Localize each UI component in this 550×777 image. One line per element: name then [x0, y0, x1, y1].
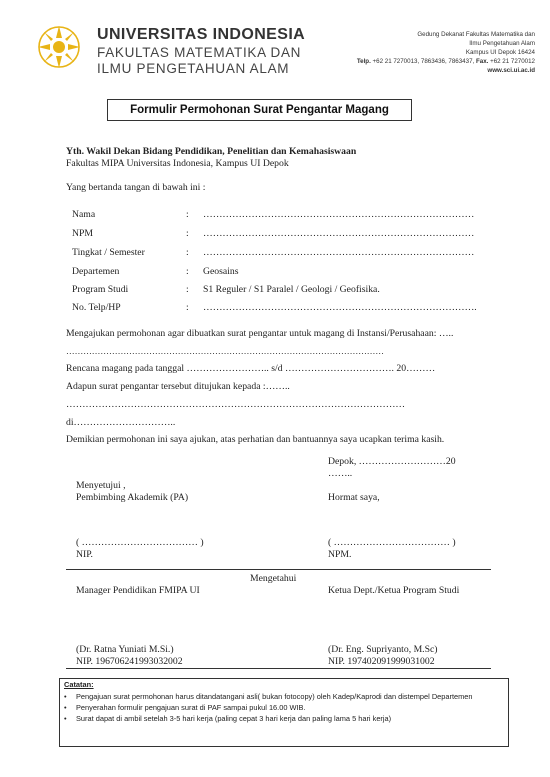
manager-title: Manager Pendidikan FMIPA UI	[76, 585, 200, 596]
field-label-departemen: Departemen	[72, 266, 120, 277]
advisor-id: NIP.	[76, 549, 93, 560]
field-value-nama[interactable]: …………………………………………………………………………	[203, 209, 475, 220]
bullet-icon: •	[64, 692, 67, 701]
manager-name: (Dr. Ratna Yuniati M.Si.)	[76, 644, 174, 655]
field-colon: :	[186, 284, 189, 295]
address-line: Gedung Dekanat Fakultas Matematika dan	[417, 31, 535, 38]
faculty-name-line2: ILMU PENGETAHUAN ALAM	[97, 61, 290, 76]
fax-label: Fax.	[475, 58, 489, 65]
field-label-semester: Tingkat / Semester	[72, 247, 145, 258]
field-value-npm[interactable]: …………………………………………………………………………	[203, 228, 475, 239]
phone-number: +62 21 7270013, 7863436, 7863437,	[372, 58, 475, 65]
field-value-phone[interactable]: ………………………………………………………………………….	[203, 302, 477, 313]
website: www.sci.ui.ac.id	[487, 67, 535, 74]
head-title: Ketua Dept./Ketua Program Studi	[328, 585, 460, 596]
address-line: Kampus UI Depok 16424	[465, 49, 535, 56]
field-label-program-studi: Program Studi	[72, 284, 129, 295]
address-line: Ilmu Pengetahuan Alam	[469, 40, 535, 47]
note-text: Pengajuan surat permohonan harus ditandatangani asli( bukan fotocopy) oleh Kadep/Kaprodi dan distempel Departemen	[76, 692, 473, 701]
note-text: Penyerahan formulir pengajuan surat di PAF sampai pukul 16.00 WIB.	[76, 703, 306, 712]
field-colon: :	[186, 302, 189, 313]
field-colon: :	[186, 247, 189, 258]
bullet-icon: •	[64, 703, 67, 712]
field-colon: :	[186, 228, 189, 239]
note-text: Surat dapat di ambil setelah 3-5 hari kerja (paling cepat 3 hari kerja dan paling lama 5 hari kerja)	[76, 714, 392, 723]
respect-label: Hormat saya,	[328, 492, 380, 503]
bullet-icon: •	[64, 714, 67, 723]
request-text: Mengajukan permohonan agar dibuatkan surat pengantar untuk magang di Instansi/Perusahaan: …..	[66, 328, 454, 339]
recipient-line2: Fakultas MIPA Universitas Indonesia, Kampus UI Depok	[66, 158, 289, 169]
field-colon: :	[186, 266, 189, 277]
head-id: NIP. 197402091999031002	[328, 656, 435, 667]
notes-title: Catatan:	[64, 680, 94, 689]
approve-label: Menyetujui ,	[76, 480, 126, 491]
request-text-cont[interactable]: …………………………………………………………………………………………………	[66, 346, 384, 356]
place-date[interactable]: Depok, ………………………20	[328, 456, 456, 467]
field-label-phone: No. Telp/HP	[72, 302, 121, 313]
contact-line	[357, 57, 535, 66]
note-item	[64, 703, 306, 712]
faculty-name-line1: FAKULTAS MATEMATIKA DAN	[97, 45, 302, 60]
head-name: (Dr. Eng. Supriyanto, M.Sc)	[328, 644, 438, 655]
form-title: Formulir Permohonan Surat Pengantar Magang	[107, 99, 412, 121]
field-value-departemen: Geosains	[203, 266, 239, 277]
known-label: Mengetahui	[250, 573, 297, 584]
field-colon: :	[186, 209, 189, 220]
addressed-to-text[interactable]: Adapun surat pengantar tersebut ditujukan kepada :……..	[66, 381, 290, 392]
field-value-semester[interactable]: …………………………………………………………………………	[203, 247, 475, 258]
note-item	[64, 692, 473, 701]
advisor-title: Pembimbing Akademik (PA)	[76, 492, 189, 503]
period-text[interactable]: Rencana magang pada tanggal …………………….. s/d ……………………………. 20………	[66, 363, 436, 374]
divider	[66, 668, 491, 669]
advisor-name[interactable]: ( ……………………………… )	[76, 537, 204, 548]
addressed-to-cont[interactable]: ……………………………………………………………………………………………	[66, 399, 406, 410]
manager-id: NIP. 196706241993032002	[76, 656, 183, 667]
field-label-nama: Nama	[72, 209, 96, 220]
phone-label: Telp.	[356, 58, 371, 65]
field-label-npm: NPM	[72, 228, 93, 239]
intro-text: Yang bertanda tangan di bawah ini :	[66, 182, 206, 193]
note-item	[64, 714, 391, 723]
closing-text: Demikian permohonan ini saya ajukan, atas perhatian dan bantuannya saya ucapkan terima kasih.	[66, 434, 445, 445]
location-text[interactable]: di…………………………..	[66, 417, 176, 428]
notes-box	[59, 678, 509, 747]
university-logo-icon	[36, 24, 82, 70]
student-id: NPM.	[328, 549, 352, 560]
place-date-cont: ……..	[328, 468, 353, 479]
field-value-program-studi[interactable]: S1 Reguler / S1 Paralel / Geologi / Geofisika.	[203, 284, 380, 295]
recipient-line1: Yth. Wakil Dekan Bidang Pendidikan, Penelitian dan Kemahasiswaan	[66, 146, 357, 157]
fax-number: +62 21 7270012	[490, 58, 535, 65]
student-name[interactable]: ( ……………………………… )	[328, 537, 456, 548]
university-name: UNIVERSITAS INDONESIA	[97, 26, 306, 43]
divider	[66, 569, 491, 570]
